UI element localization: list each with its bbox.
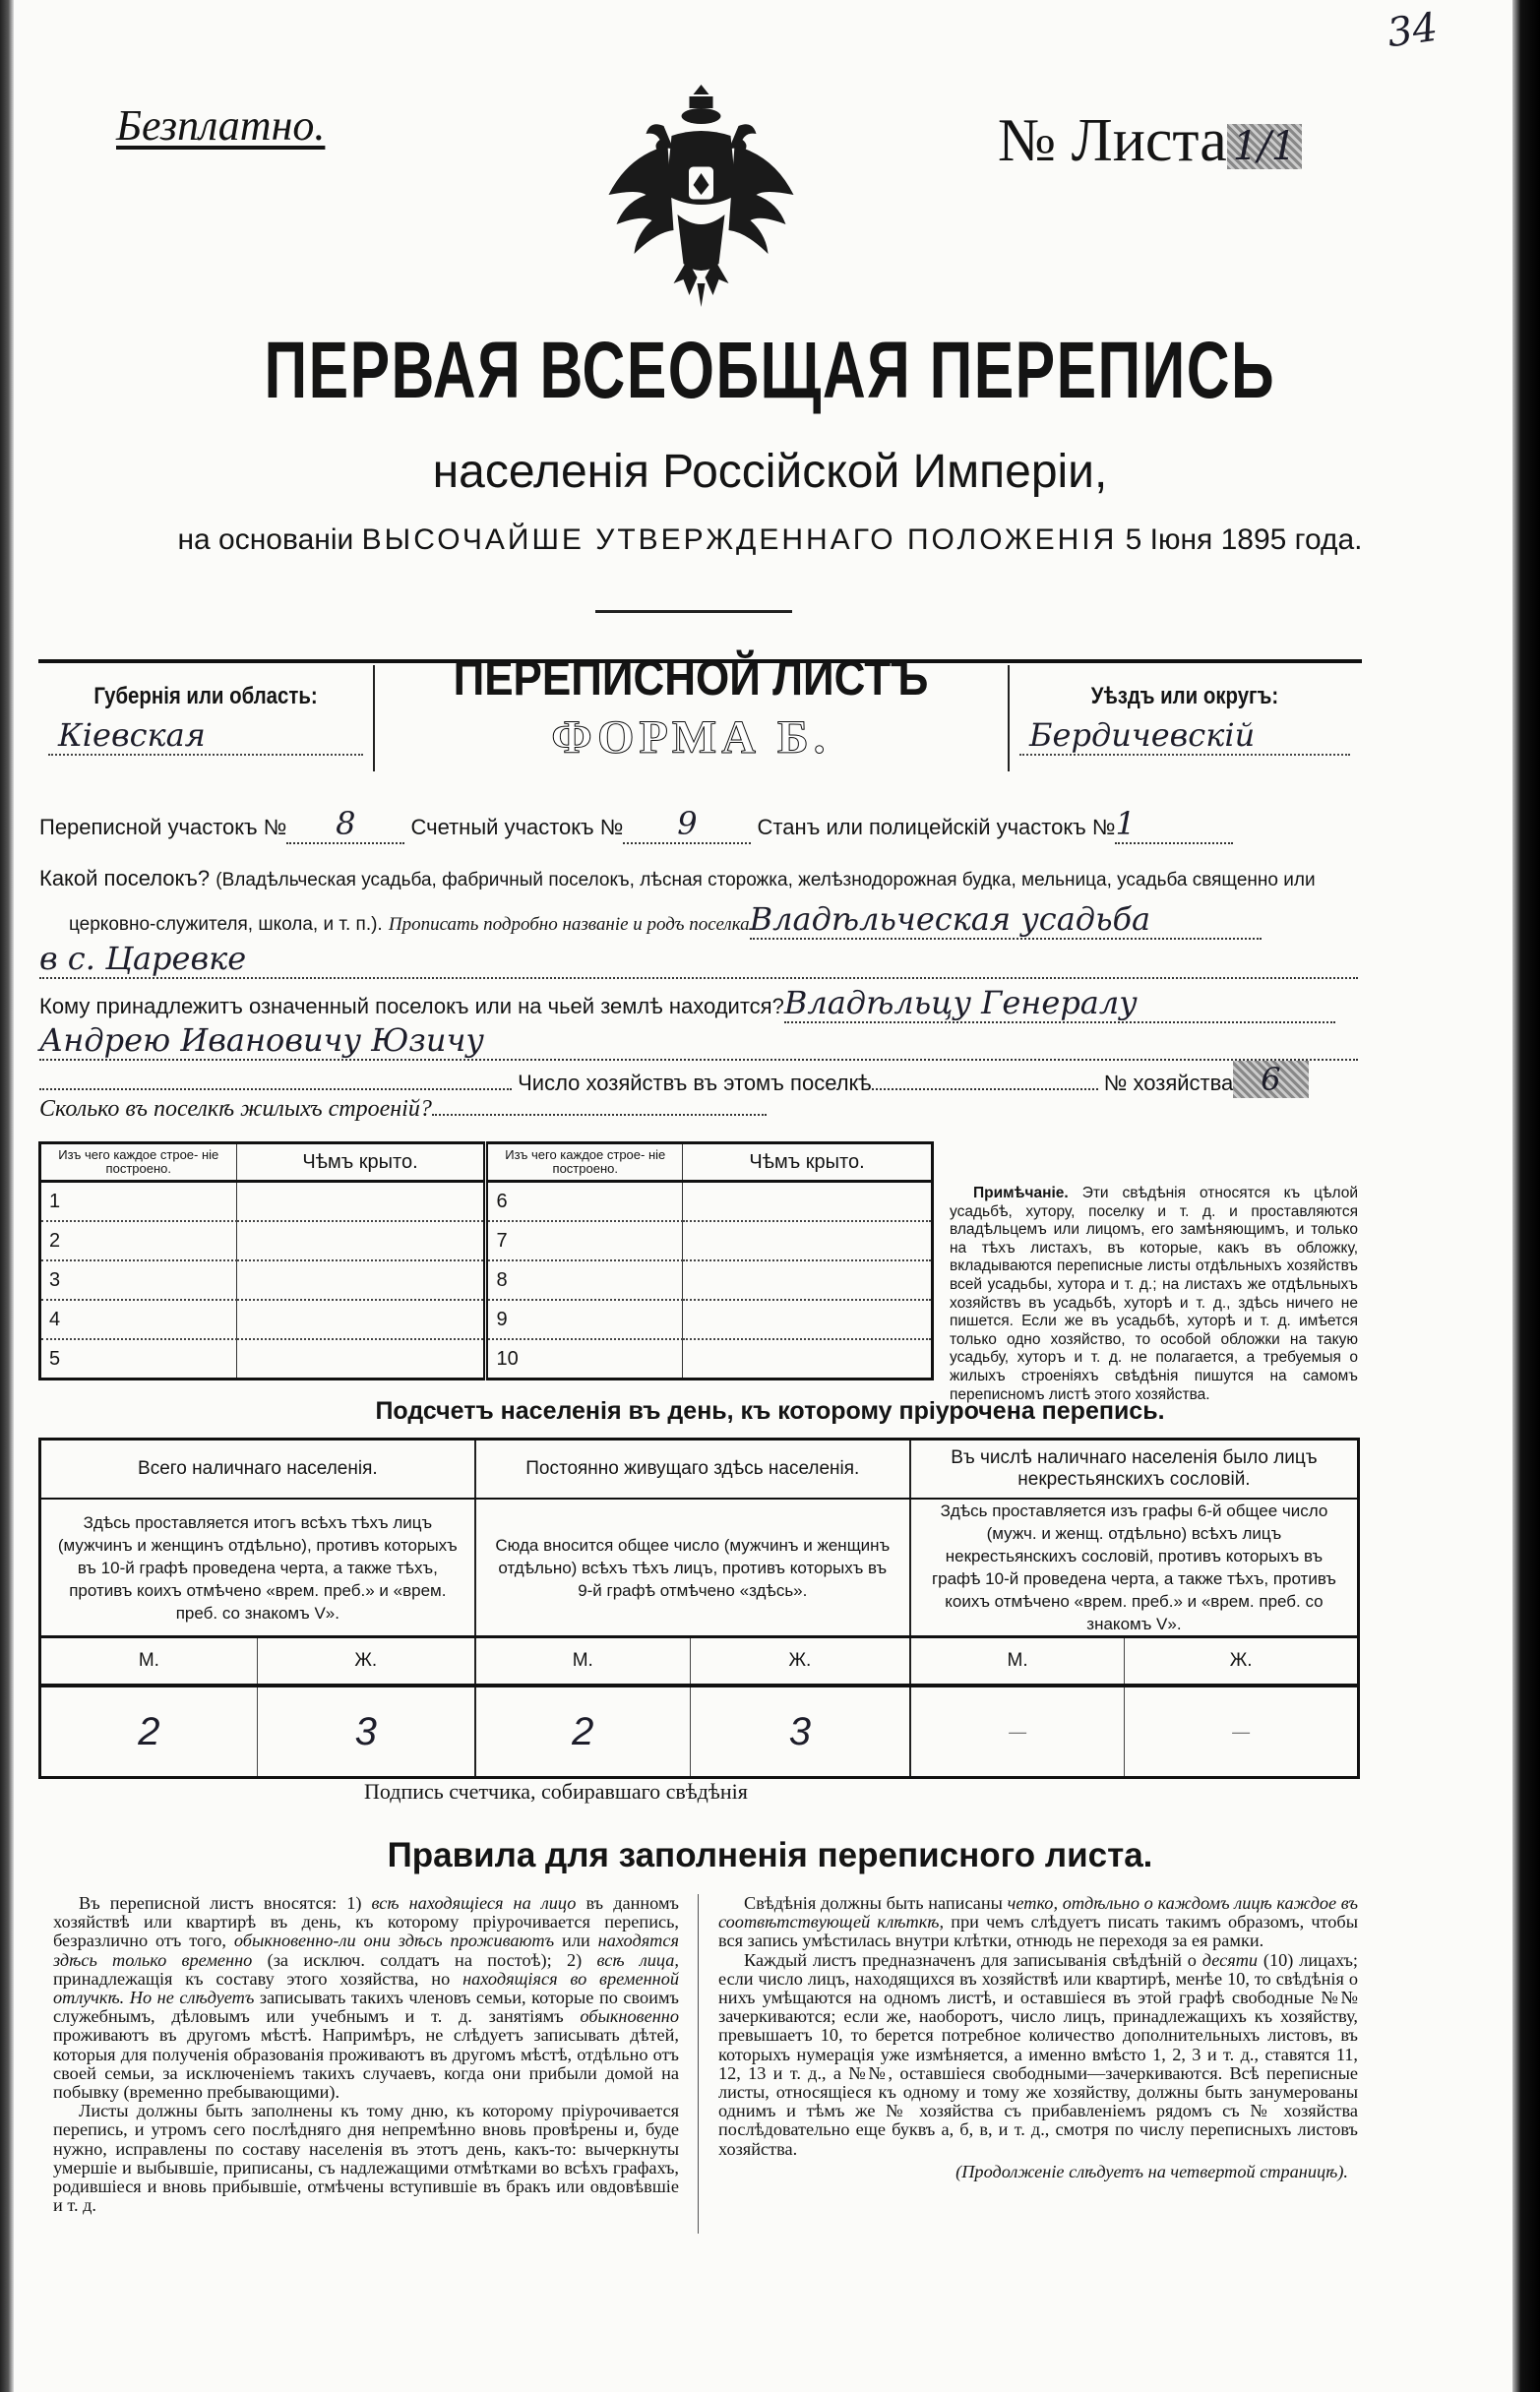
group-title-row	[40, 1440, 1359, 1500]
rules-paragraph: Свѣдѣнія должны быть написаны четко, отдѣльно о каждомъ лицѣ каждое въ соотвѣтствующей клѣткѣ, при чемъ слѣдуетъ писать такимъ образомъ, чтобы вся запись умѣстилась внутри клѣтки, отнюдь не переходя за ея рамки.	[718, 1893, 1358, 1951]
census-area-label: Переписной участокъ №	[39, 815, 287, 839]
population-table	[38, 1438, 1360, 1779]
roof-cell	[236, 1339, 486, 1380]
owner-value-2: Андрею Ивановичу Юзичу	[39, 1021, 1358, 1061]
households-label: Число хозяйствъ въ этомъ поселкѣ	[518, 1071, 872, 1095]
settlement-examples: (Владѣльческая усадьба, фабричный поселокъ, лѣсная сторожка, желѣзнодорожная будка, мельница, усадьба священно или	[216, 870, 1316, 890]
sheet-number-value: 1/1	[1227, 124, 1302, 169]
female-label: Ж.	[1125, 1637, 1359, 1687]
province-value: Кіевская	[48, 716, 363, 756]
group-desc: Здѣсь проставляется итогъ всѣхъ тѣхъ лицъ (мужчинъ и женщинъ отдѣльно), противъ которыхъ въ 10-й графѣ проведена черта, а также тѣхъ, противъ коихъ отмѣчено «врем. преб.» и «врем. преб. со знакомъ V».	[40, 1499, 475, 1637]
settlement-question: Какой поселокъ?	[39, 866, 211, 890]
col-material: Изъ чего каждое строе- ніе построено.	[40, 1143, 237, 1182]
census-area-value: 8	[286, 805, 404, 844]
buildings-question-line	[39, 1096, 767, 1123]
note-text: Эти свѣдѣнія относятся къ цѣлой усадьбѣ, хутору, поселку и т. д. и проставляются владѣльцемъ или лицомъ, его замѣняющимъ, и только на тѣхъ листахъ, въ которые, какъ въ обложку, вкладываются переписные листы отдѣльныхъ хозяйствъ всей усадьбы, хутора и т. д.; на листахъ же отдѣльныхъ хозяйствъ въ усадьбѣ, хуторѣ и т. д., здѣсь ничего не пишется. Если же въ усадьбѣ, хуторѣ и т. д. имѣется только одно хозяйство, то особой обложки на такую усадьбу, хуторъ и т. д. не полагается, а требуемыя о жилыхъ строеніяхъ свѣдѣнія пишутся на самомъ переписномъ листѣ этого хозяйства.	[950, 1185, 1358, 1403]
row-number: 8	[486, 1260, 683, 1300]
roof-cell	[683, 1339, 933, 1380]
page-subtitle: населенія Россійской Имперіи,	[432, 446, 1108, 498]
rules-paragraph: Въ переписной листъ вносятся: 1) всѣ находящіеся на лицо въ данномъ хозяйствѣ или квартирѣ въ день, къ которому пріурочивается перепись, безразлично отъ того, обыкновенно-ли они здѣсь проживаютъ или находятся здѣсь только временно (за исключ. солдатъ на постоѣ); 2) всѣ лица, принадлежащія къ составу этого хозяйства, но находящіяся во временной отлучкѣ. Но не слѣдуетъ записывать такихъ членовъ семьи, которые по своимъ служебнымъ, дѣловымъ или учебнымъ и т. д. занятіямъ обыкновенно проживаютъ въ другомъ мѣстѣ. Напримѣръ, не слѣдуетъ записывать дѣтей, которыя для полученія образованія проживаютъ въ другомъ мѣстѣ, отдѣльно отъ своей семьи, за исключеніемъ такихъ случаевъ, когда они прибыли домой на побывку (временно пребывающими).	[53, 1893, 680, 2103]
col-roof: Чѣмъ крыто.	[236, 1143, 486, 1182]
count-area-label: Счетный участокъ №	[410, 815, 624, 839]
roof-cell	[683, 1221, 933, 1260]
male-value: —	[910, 1686, 1125, 1778]
household-no-value: 6	[1233, 1061, 1308, 1098]
police-area-value: 1	[1115, 805, 1233, 844]
female-label: Ж.	[690, 1637, 910, 1687]
signature-label: Подпись счетчика, собиравшаго свѣдѣнія	[364, 1779, 748, 1804]
owner-line-2	[39, 1021, 1358, 1061]
district-label: Уѣздъ или округъ:	[1090, 683, 1279, 709]
buildings-value	[432, 1114, 767, 1116]
households-value	[872, 1088, 1098, 1090]
group-desc-row	[40, 1499, 1359, 1637]
settlement-question-line	[39, 866, 1316, 891]
owner-value-1: Владѣльцу Генералу	[784, 984, 1335, 1023]
roof-cell	[236, 1300, 486, 1339]
roof-cell	[683, 1182, 933, 1222]
male-value: 2	[475, 1686, 691, 1778]
areas-line	[39, 805, 1233, 844]
female-value: —	[1125, 1686, 1359, 1778]
basis-caps: ВЫСОЧАЙШЕ УТВЕРЖДЕННАГО ПОЛОЖЕНІЯ	[361, 523, 1118, 556]
sex-header-row	[40, 1637, 1359, 1687]
roof-cell	[236, 1221, 486, 1260]
male-label: М.	[475, 1637, 691, 1687]
province-label: Губернія или область:	[93, 683, 318, 709]
row-number: 4	[40, 1300, 237, 1339]
roof-cell	[683, 1300, 933, 1339]
roof-cell	[236, 1182, 486, 1222]
row-number: 2	[40, 1221, 237, 1260]
owner-line	[39, 984, 1335, 1023]
settlement-instruction: Прописать подробно названіе и родъ поселка	[388, 914, 750, 935]
rules-title: Правила для заполненія переписного листа.	[387, 1836, 1153, 1874]
col-roof: Чѣмъ крыто.	[683, 1143, 933, 1182]
archive-number: 34	[1385, 4, 1441, 57]
row-number: 7	[486, 1221, 683, 1260]
rules-paragraph: Листы должны быть заполнены къ тому дню, къ которому пріурочивается перепись, и утромъ сего послѣдняго дня непремѣнно вновь провѣрены и, буде нужно, исправлены по составу населенія въ этотъ день, какъ-то: вычеркнуты умершіе и выбывшіе, приписаны, съ надлежащими отмѣтками во всѣхъ графахъ, родившіеся и вновь прибывшіе, отмѣчены вступившіе въ бракъ или овдовѣвшіе и т. д.	[53, 2101, 679, 2216]
group-desc: Сюда вносится общее число (мужчинъ и женщинъ отдѣльно) всѣхъ тѣхъ лицъ, противъ которыхъ въ 9-й графѣ отмѣчено «здѣсь».	[475, 1499, 910, 1637]
row-number: 6	[486, 1182, 683, 1222]
settlement-value-line	[69, 900, 1262, 940]
settlement-value-line-2	[39, 940, 1358, 979]
note	[950, 1185, 1358, 1404]
form-title-block	[374, 649, 1008, 765]
male-label: М.	[910, 1637, 1125, 1687]
male-value: 2	[40, 1686, 258, 1778]
sheet-number-label: № Листа	[998, 107, 1227, 174]
district-value: Бердичевскій	[1019, 716, 1350, 756]
double-headed-eagle-icon	[600, 77, 802, 313]
roof-cell	[683, 1260, 933, 1300]
row-number: 3	[40, 1260, 237, 1300]
row-number: 9	[486, 1300, 683, 1339]
table-row	[40, 1182, 933, 1222]
blank-field	[39, 1088, 512, 1090]
province-box	[38, 665, 375, 771]
group-title: Въ числѣ наличнаго населенія было лицъ некрестьянскихъ сословій.	[910, 1440, 1359, 1500]
column-divider	[698, 1894, 699, 2234]
count-area-value: 9	[623, 805, 751, 844]
page-title: ПЕРВАЯ ВСЕОБЩАЯ ПЕРЕПИСЬ	[264, 326, 1276, 415]
rules-right-column	[718, 1894, 1358, 2181]
sheet-number	[998, 106, 1302, 176]
settlement-examples-cont: церковно-служителя, школа, и т. п.).	[69, 914, 383, 935]
row-number: 1	[40, 1182, 237, 1222]
table-row	[40, 1300, 933, 1339]
police-area-label: Станъ или полицейскій участокъ №	[757, 815, 1116, 839]
household-no-label: № хозяйства	[1103, 1071, 1234, 1095]
table-row	[40, 1339, 933, 1380]
table-row	[40, 1221, 933, 1260]
basis-suffix: 5 Іюня 1895 года.	[1125, 523, 1363, 556]
table-header-row	[40, 1143, 933, 1182]
owner-question: Кому принадлежитъ означенный поселокъ или на чьей землѣ находится?	[39, 994, 784, 1018]
group-title: Постоянно живущаго здѣсь населенія.	[475, 1440, 910, 1500]
divider	[595, 610, 792, 613]
households-line	[39, 1061, 1309, 1098]
female-value: 3	[257, 1686, 474, 1778]
free-label: Безплатно.	[116, 101, 326, 150]
group-desc: Здѣсь проставляется изъ графы 6-й общее число (мужч. и женщ. отдѣльно) всѣхъ лицъ некрестьянскихъ сословій, противъ которыхъ въ графѣ 10-й проведена черта, а также тѣхъ, противъ коихъ отмѣчено «врем. преб.» и «врем. преб. со знакомъ V».	[910, 1499, 1359, 1637]
roof-cell	[236, 1260, 486, 1300]
rules-left-column	[53, 1894, 679, 2215]
district-box	[1008, 665, 1360, 771]
group-title: Всего наличнаго населенія.	[40, 1440, 475, 1500]
row-number: 5	[40, 1339, 237, 1380]
basis-prefix: на основаніи	[177, 523, 354, 556]
row-number: 10	[486, 1339, 683, 1380]
col-material: Изъ чего каждое строе- ніе построено.	[486, 1143, 683, 1182]
settlement-value-2: в с. Царевке	[39, 940, 1358, 979]
female-label: Ж.	[257, 1637, 474, 1687]
settlement-value-1: Владѣльческая усадьба	[750, 900, 1262, 940]
population-heading: Подсчетъ населенія въ день, къ которому пріурочена перепись.	[375, 1397, 1165, 1425]
rules-paragraph: Каждый листъ предназначенъ для записыванія свѣдѣній о десяти (10) лицахъ; если число лицъ, находящихся въ хозяйствѣ или квартирѣ, менѣе 10, то свѣдѣнія о нихъ умѣщаются на одномъ листѣ, и оставшіеся въ этой графѣ свободные №№ зачеркиваются; если же, наоборотъ, число лицъ, принадлежащихъ къ хозяйству, превышаетъ 10, то берется потребное количество дополнительныхъ листовъ, въ которыхъ нумерація уже измѣняется, а именно вмѣсто 1, 2, 3 и т. д., ставятся 11, 12, 13 и т. д., а №№, оставшіеся свободными—зачеркиваются. Всѣ переписные листы, относящіеся къ одному и тому же хозяйству, должны быть занумерованы однимъ и тѣмъ же № хозяйства съ прибавленіемъ рядомъ съ № хозяйства послѣдовательно еще буквъ а, б, в, и т. д., смотря по числу переписныхъ листовъ хозяйства.	[718, 1949, 1359, 2159]
table-row	[40, 1260, 933, 1300]
buildings-table	[38, 1141, 934, 1380]
form-title: ПЕРЕПИСНОЙ ЛИСТЪ	[453, 650, 929, 705]
note-label: Примѣчаніе.	[973, 1185, 1069, 1201]
male-label: М.	[40, 1637, 258, 1687]
female-value: 3	[690, 1686, 910, 1778]
continued-note: (Продолженіе слѣдуетъ на четвертой страницѣ).	[955, 2161, 1348, 2181]
form-name: ФОРМА Б.	[551, 711, 831, 764]
legal-basis	[0, 523, 1540, 557]
buildings-question: Сколько въ поселкѣ жилыхъ строеній?	[39, 1096, 432, 1122]
values-row	[40, 1686, 1359, 1778]
